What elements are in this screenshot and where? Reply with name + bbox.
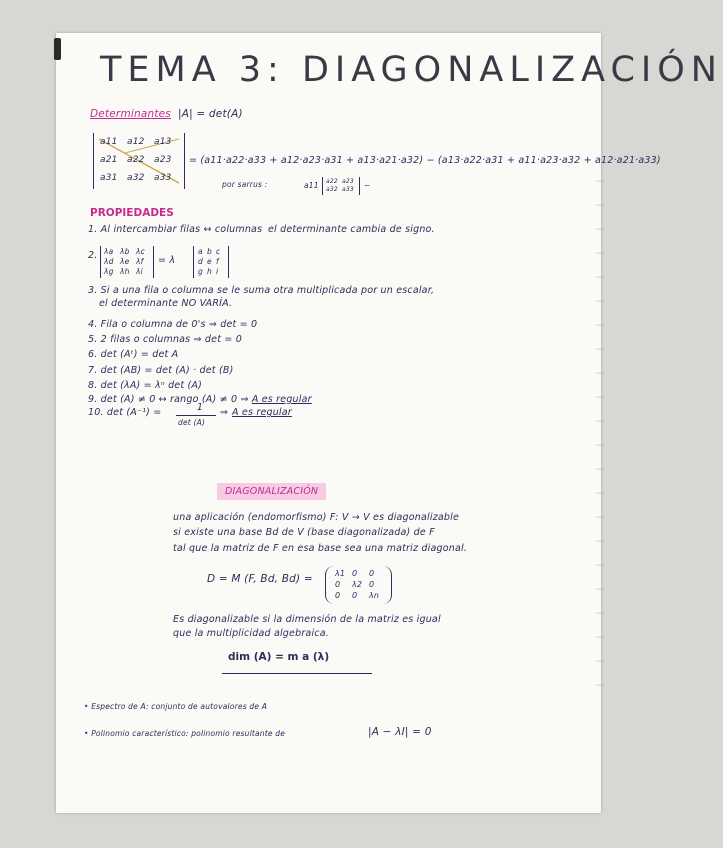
det-matrix-cell: a23 — [154, 155, 172, 165]
det-matrix-cell: a11 — [100, 137, 118, 147]
diag-matrix-cell: 0 — [335, 580, 341, 589]
property-10-regular: A es regular — [232, 407, 292, 418]
minor-matrix-cell: a32 — [326, 186, 338, 193]
property-6: 6. det (Aᵗ) = det A — [88, 349, 179, 361]
diag-condition-2: que la multiplicidad algebraica. — [173, 628, 329, 639]
p2-left-cell: λe — [120, 257, 130, 266]
diag-line-1: una aplicación (endomorfismo) F: V → V es diagonalizable — [173, 512, 460, 523]
property-10-arrow: ⇒ — [220, 407, 229, 418]
sarrus-label: por sarrus : — [222, 180, 268, 189]
p2-left-cell: λi — [136, 267, 143, 276]
sarrus-expansion: = (a11·a22·a33 + a12·a23·a31 + a13·a21·a32) − (a13·a22·a31 + a11·a23·a32 + a12·a21·a33) — [189, 155, 661, 166]
det-matrix-cell: a22 — [127, 155, 145, 165]
p2-left-cell: λh — [120, 267, 130, 276]
p2-right-cell: c — [216, 247, 221, 256]
diag-matrix-cell: 0 — [369, 580, 375, 589]
diag-matrix-cell: 0 — [369, 569, 375, 578]
property-9-text: 9. det (A) ≠ 0 ↔ rango (A) ≠ 0 ⇒ — [88, 394, 249, 405]
diag-line-3: tal que la matriz de F en esa base sea una matriz diagonal. — [173, 543, 468, 554]
p2-right-cell: f — [216, 257, 219, 266]
diag-matrix-cell: λ1 — [335, 569, 346, 578]
note-polinomio-formula: |A − λI| = 0 — [368, 726, 432, 738]
property-10-pre: 10. det (A⁻¹) = — [88, 407, 162, 418]
minor-matrix-cell: a23 — [342, 178, 354, 185]
page-title: TEMA 3: DIAGONALIZACIÓN — [100, 50, 723, 90]
p2-left-cell: λf — [136, 257, 144, 266]
p2-right-cell: d — [198, 257, 203, 266]
property-10-den: det (A) — [178, 418, 206, 427]
p2-right-cell: b — [207, 247, 212, 256]
diag-matrix-cell: 0 — [335, 591, 341, 600]
diag-matrix-cell: λ2 — [352, 580, 363, 589]
sarrus-minor-suffix: − — [364, 181, 371, 190]
det-matrix-cell: a33 — [154, 173, 172, 183]
property-list — [88, 317, 257, 393]
p2-left-cell: λd — [104, 257, 114, 266]
property-7: 7. det (AB) = det (A) · det (B) — [88, 364, 234, 376]
diag-matrix-cell: 0 — [352, 591, 358, 600]
property-1-a: 1. Al intercambiar filas ↔ columnas — [88, 224, 263, 235]
det-matrix-cell: a12 — [127, 137, 145, 147]
det-definition: |A| = det(A) — [178, 108, 243, 120]
diag-formula-lhs: D = M (F, Bd, Bd) = — [207, 573, 313, 585]
det-matrix-cell: a31 — [100, 173, 118, 183]
property-2-equals: = λ — [158, 255, 176, 266]
minor-matrix-cell: a33 — [342, 186, 354, 193]
det-matrix-cell: a32 — [127, 173, 145, 183]
p2-right-cell: a — [198, 247, 203, 256]
diag-condition-1: Es diagonalizable si la dimensión de la matriz es igual — [173, 614, 441, 625]
note-espectro: • Espectro de A: conjunto de autovalores de A — [84, 702, 268, 711]
note-polinomio: • Polinomio característico: polinomio resultante de — [84, 729, 286, 738]
p2-right-cell: h — [207, 267, 212, 276]
section-diagonalizacion: DIAGONALIZACIÓN — [217, 483, 326, 500]
property-10-num: 1 — [196, 402, 204, 413]
p2-right-cell: g — [198, 267, 203, 276]
dim-formula: dim (A) = m a (λ) — [228, 651, 330, 663]
p2-left-cell: λa — [104, 247, 114, 256]
det-matrix-cell: a13 — [154, 137, 172, 147]
dim-formula-underline — [222, 673, 372, 674]
property-8: 8. det (λA) = λⁿ det (A) — [88, 379, 202, 391]
binder-clip — [54, 38, 61, 60]
property-5: 5. 2 filas o columnas ⇒ det = 0 — [88, 334, 242, 346]
p2-left-cell: λg — [104, 267, 114, 276]
p2-right-cell: e — [207, 257, 212, 266]
p2-left-cell: λb — [120, 247, 130, 256]
property-1-b: el determinante cambia de signo. — [268, 224, 435, 235]
property-3-line1: 3. Si a una fila o columna se le suma otra multiplicada por un escalar, — [88, 285, 435, 296]
fraction-bar — [176, 415, 216, 416]
section-determinantes: Determinantes — [90, 108, 171, 120]
bleed-through-lines — [596, 180, 604, 700]
det-matrix-cell: a21 — [100, 155, 118, 165]
p2-left-cell: λc — [136, 247, 145, 256]
property-4: 4. Fila o columna de 0's ⇒ det = 0 — [88, 319, 258, 330]
section-propiedades: PROPIEDADES — [90, 207, 174, 219]
diag-matrix-cell: 0 — [352, 569, 358, 578]
sarrus-minor-prefix: a11 — [304, 181, 319, 190]
diag-line-2: si existe una base Bd de V (base diagonalizada) de F — [173, 527, 435, 538]
diag-matrix-cell: λn — [369, 591, 380, 600]
property-3-line2: el determinante NO VARÍA. — [99, 298, 233, 309]
p2-right-cell: i — [216, 267, 219, 276]
minor-matrix-cell: a22 — [326, 178, 338, 185]
property-2-num: 2. — [88, 250, 98, 261]
property-9-regular: A es regular — [251, 394, 312, 405]
